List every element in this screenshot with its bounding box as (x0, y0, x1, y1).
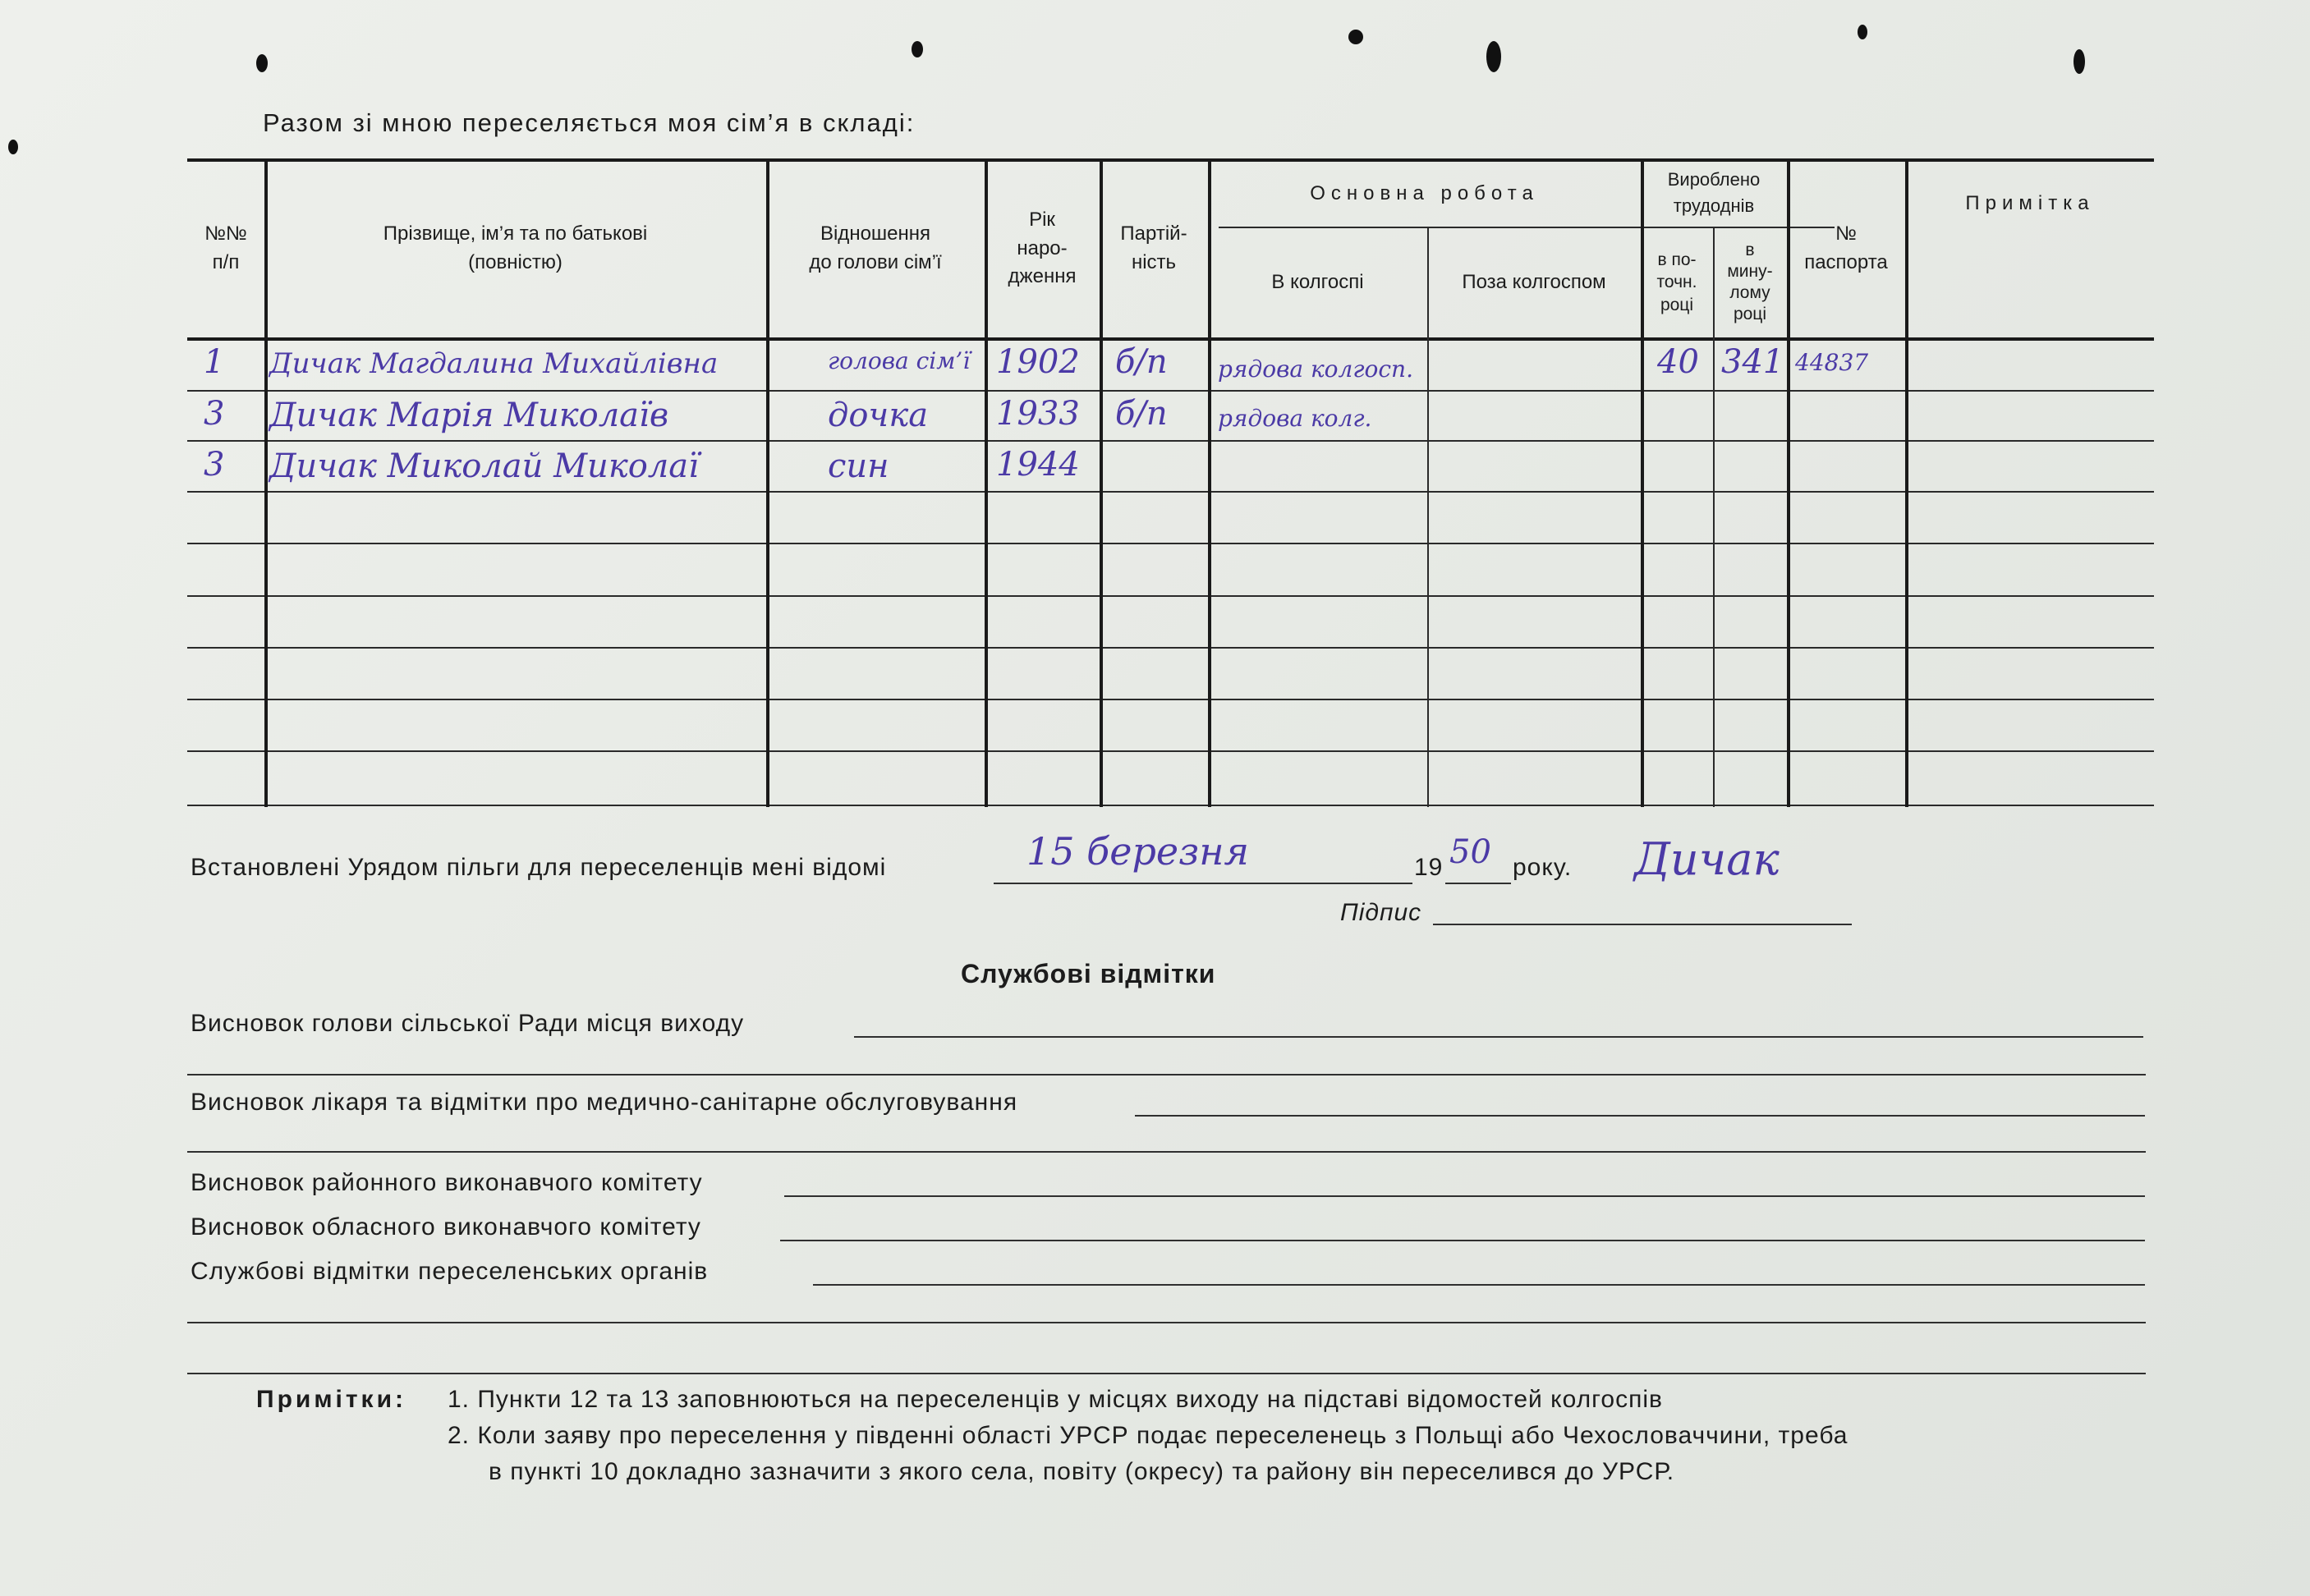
benefits-label: Встановлені Урядом пільги для переселенців мені відомі (191, 854, 887, 881)
row-year: 1944 (996, 446, 1080, 484)
row-name: Дичак Миколай Миколаї (269, 447, 699, 485)
header-party: Партій- ність (1120, 222, 1187, 273)
row-num: 3 (204, 395, 225, 433)
header-trudodni: Вироблено трудоднів (1667, 169, 1761, 216)
punch-mark (1348, 30, 1363, 44)
header-work-kolhosp: В колгоспі (1271, 270, 1364, 293)
official-line: Висновок голови сільської Ради місця виходу (191, 1010, 745, 1037)
header-main-work: Основна робота (1310, 181, 1539, 204)
row-name: Дичак Марія Миколаїв (269, 397, 669, 434)
row-relation: син (828, 447, 889, 485)
punch-mark (912, 41, 923, 57)
header-trud-current: в по- точн. році (1656, 250, 1697, 314)
row-work: рядова колг. (1218, 405, 1372, 432)
header-relation: Відношення до голови сім’ї (809, 222, 942, 273)
punch-mark (1486, 41, 1501, 72)
row-relation: голова сім’ї (828, 347, 971, 374)
official-line: Висновок обласного виконавчого комітету (191, 1213, 701, 1241)
row-trud-last: 341 (1721, 343, 1784, 381)
punch-mark (2073, 49, 2085, 74)
row-year: 1933 (996, 395, 1080, 433)
header-trud-last: в мину- лому році (1727, 240, 1773, 324)
row-year: 1902 (996, 343, 1080, 381)
year-prefix: 19 (1414, 854, 1444, 881)
note-2-line-2: в пункті 10 докладно зазначити з якого села, повіту (окресу) та району він переселився до УРСР. (489, 1458, 1675, 1485)
row-name: Дичак Магдалина Михайлівна (269, 347, 719, 380)
header-name: Прізвище, ім’я та по батькові (повністю) (383, 222, 648, 273)
punch-mark (8, 140, 18, 154)
family-table (187, 158, 2154, 807)
official-title: Службові відмітки (961, 959, 1216, 988)
notes-label: Примітки: (256, 1386, 406, 1413)
row-party: б/п (1115, 343, 1168, 381)
header-year: Рік наро- дження (1008, 208, 1077, 288)
intro-text: Разом зі мною переселяється моя сім’я в складі: (263, 108, 916, 137)
row-num: 3 (204, 446, 225, 484)
signature-label: Підпис (1340, 899, 1422, 926)
row-trud-current: 40 (1657, 343, 1699, 381)
row-passport: 44837 (1795, 349, 1869, 376)
note-2-line-1: 2. Коли заяву про переселення у південні області УРСР подає переселенець з Польщі або Чехословаччини, треба (448, 1422, 1848, 1449)
row-num: 1 (204, 343, 225, 381)
row-party: б/п (1115, 395, 1168, 433)
official-line: Службові відмітки переселенських органів (191, 1258, 709, 1285)
header-note: Примітка (1965, 191, 2095, 214)
official-line: Висновок районного виконавчого комітету (191, 1169, 703, 1196)
punch-mark (1858, 25, 1867, 39)
row-work: рядова колгосп. (1218, 355, 1413, 383)
row-relation: дочка (828, 397, 929, 434)
note-1: 1. Пункти 12 та 13 заповнюються на переселенців у місцях виходу на підставі відомостей колгоспів (448, 1386, 1663, 1413)
year-suffix: року. (1513, 854, 1573, 881)
official-line: Висновок лікаря та відмітки про медично-санітарне обслуговування (191, 1089, 1018, 1116)
year-handwritten: 50 (1449, 833, 1491, 871)
header-num: №№ п/п (204, 222, 247, 273)
punch-mark (256, 54, 268, 72)
signature: Дичак (1634, 833, 1780, 885)
header-work-outside: Поза колгоспом (1462, 270, 1606, 293)
header-passport: № паспорта (1804, 222, 1888, 273)
benefits-date: 15 березня (1026, 829, 1249, 874)
